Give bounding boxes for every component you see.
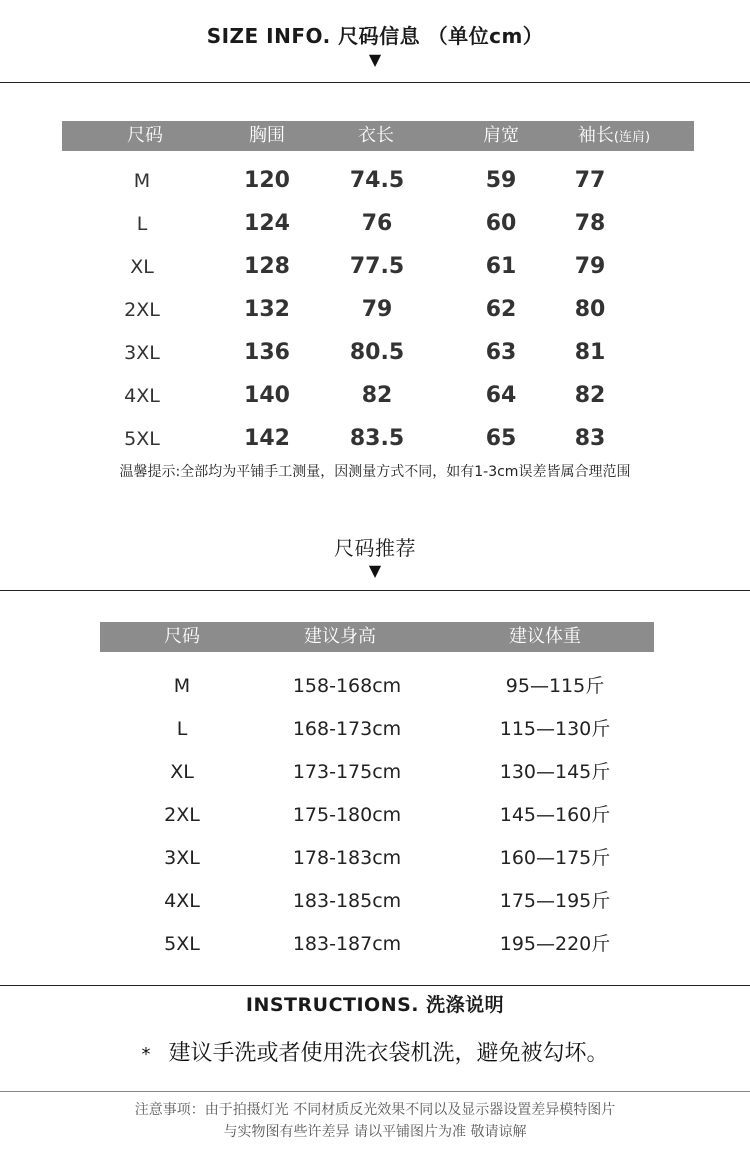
divider — [0, 590, 750, 591]
cell-chest: 120 — [244, 168, 290, 193]
cell-length: 77.5 — [349, 254, 405, 279]
star-icon: * — [141, 1043, 151, 1065]
table-row — [0, 381, 750, 411]
cell-size: 3XL — [124, 342, 160, 364]
size-info-title: SIZE INFO. 尺码信息 （单位cm） — [206, 24, 544, 48]
cell-weight: 195—220斤 — [499, 933, 611, 955]
cell-size: 3XL — [164, 847, 200, 869]
cell-sleeve: 78 — [574, 211, 606, 236]
cell-length: 83.5 — [349, 426, 405, 451]
instructions-title: INSTRUCTIONS. 洗涤说明 — [245, 994, 505, 1016]
recommend-table-header — [100, 622, 654, 652]
table-row — [0, 252, 750, 282]
cell-weight: 145—160斤 — [499, 804, 611, 826]
cell-weight: 160—175斤 — [499, 847, 611, 869]
header-size: 尺码 — [127, 125, 163, 146]
cell-height: 183-185cm — [292, 890, 402, 912]
cell-height: 158-168cm — [292, 675, 402, 697]
header-sleeve-label: 袖长 — [577, 125, 614, 146]
cell-weight: 130—145斤 — [499, 761, 611, 783]
cell-weight: 115—130斤 — [499, 718, 611, 740]
table-row — [0, 800, 750, 830]
size-table-header — [62, 121, 694, 151]
header-weight: 建议体重 — [509, 626, 581, 647]
table-row — [0, 166, 750, 196]
wash-instruction-text: 建议手洗或者使用洗衣袋机洗，避免被勾坏。 — [168, 1041, 609, 1066]
header-shoulder: 肩宽 — [483, 125, 519, 146]
cell-size: 5XL — [164, 933, 200, 955]
cell-size: L — [176, 718, 188, 740]
header-length: 衣长 — [358, 125, 394, 146]
cell-size: 5XL — [124, 428, 160, 450]
header-height: 建议身高 — [304, 626, 376, 647]
down-arrow-icon: ▼ — [368, 561, 382, 580]
cell-weight: 175—195斤 — [499, 890, 611, 912]
cell-sleeve: 81 — [574, 340, 606, 365]
cell-shoulder: 59 — [485, 168, 517, 193]
cell-chest: 128 — [244, 254, 290, 279]
cell-shoulder: 62 — [485, 297, 517, 322]
cell-size: 2XL — [124, 299, 160, 321]
cell-length: 80.5 — [349, 340, 405, 365]
cell-sleeve: 82 — [574, 383, 606, 408]
divider — [0, 82, 750, 83]
cell-height: 183-187cm — [292, 933, 402, 955]
table-row — [0, 886, 750, 916]
cell-shoulder: 65 — [485, 426, 517, 451]
table-row — [0, 929, 750, 959]
cell-chest: 140 — [244, 383, 290, 408]
cell-sleeve: 83 — [574, 426, 606, 451]
cell-chest: 124 — [244, 211, 290, 236]
table-row — [0, 338, 750, 368]
cell-sleeve: 79 — [574, 254, 606, 279]
header-chest: 胸围 — [249, 125, 285, 146]
header-size: 尺码 — [164, 626, 200, 647]
cell-shoulder: 60 — [485, 211, 517, 236]
cell-size: L — [136, 213, 148, 235]
table-row — [0, 209, 750, 239]
cell-chest: 132 — [244, 297, 290, 322]
down-arrow-icon: ▼ — [368, 50, 382, 69]
cell-shoulder: 64 — [485, 383, 517, 408]
footer-note-line2: 与实物图有些许差异 请以平铺图片为准 敬请谅解 — [223, 1124, 527, 1140]
cell-sleeve: 77 — [574, 168, 606, 193]
cell-length: 79 — [361, 297, 393, 322]
cell-length: 74.5 — [349, 168, 405, 193]
wash-instruction — [0, 1036, 750, 1067]
cell-shoulder: 63 — [485, 340, 517, 365]
divider — [0, 1091, 750, 1092]
header-sleeve — [578, 121, 650, 153]
cell-size: XL — [130, 256, 154, 278]
table-row — [0, 295, 750, 325]
table-row — [0, 714, 750, 744]
cell-shoulder: 61 — [485, 254, 517, 279]
cell-chest: 136 — [244, 340, 290, 365]
header-sleeve-sub: (连肩) — [613, 130, 651, 145]
table-row — [0, 671, 750, 701]
cell-size: M — [173, 675, 191, 697]
cell-height: 175-180cm — [292, 804, 402, 826]
cell-height: 178-183cm — [292, 847, 402, 869]
table-row — [0, 424, 750, 454]
table-row — [0, 843, 750, 873]
footer-note-line1: 注意事项：由于拍摄灯光 不同材质反光效果不同以及显示器设置差异模特图片 — [134, 1102, 616, 1118]
cell-size: XL — [170, 761, 194, 783]
cell-size: M — [133, 170, 151, 192]
divider — [0, 985, 750, 986]
cell-sleeve: 80 — [574, 297, 606, 322]
cell-weight: 95—115斤 — [505, 675, 605, 697]
cell-length: 76 — [361, 211, 393, 236]
cell-size: 2XL — [164, 804, 200, 826]
measurement-note: 温馨提示:全部均为平铺手工测量，因测量方式不同，如有1-3cm误差皆属合理范围 — [119, 464, 631, 480]
cell-size: 4XL — [164, 890, 200, 912]
cell-size: 4XL — [124, 385, 160, 407]
cell-length: 82 — [361, 383, 393, 408]
table-row — [0, 757, 750, 787]
cell-height: 173-175cm — [292, 761, 402, 783]
cell-chest: 142 — [244, 426, 290, 451]
recommend-title: 尺码推荐 — [334, 536, 416, 560]
cell-height: 168-173cm — [292, 718, 402, 740]
